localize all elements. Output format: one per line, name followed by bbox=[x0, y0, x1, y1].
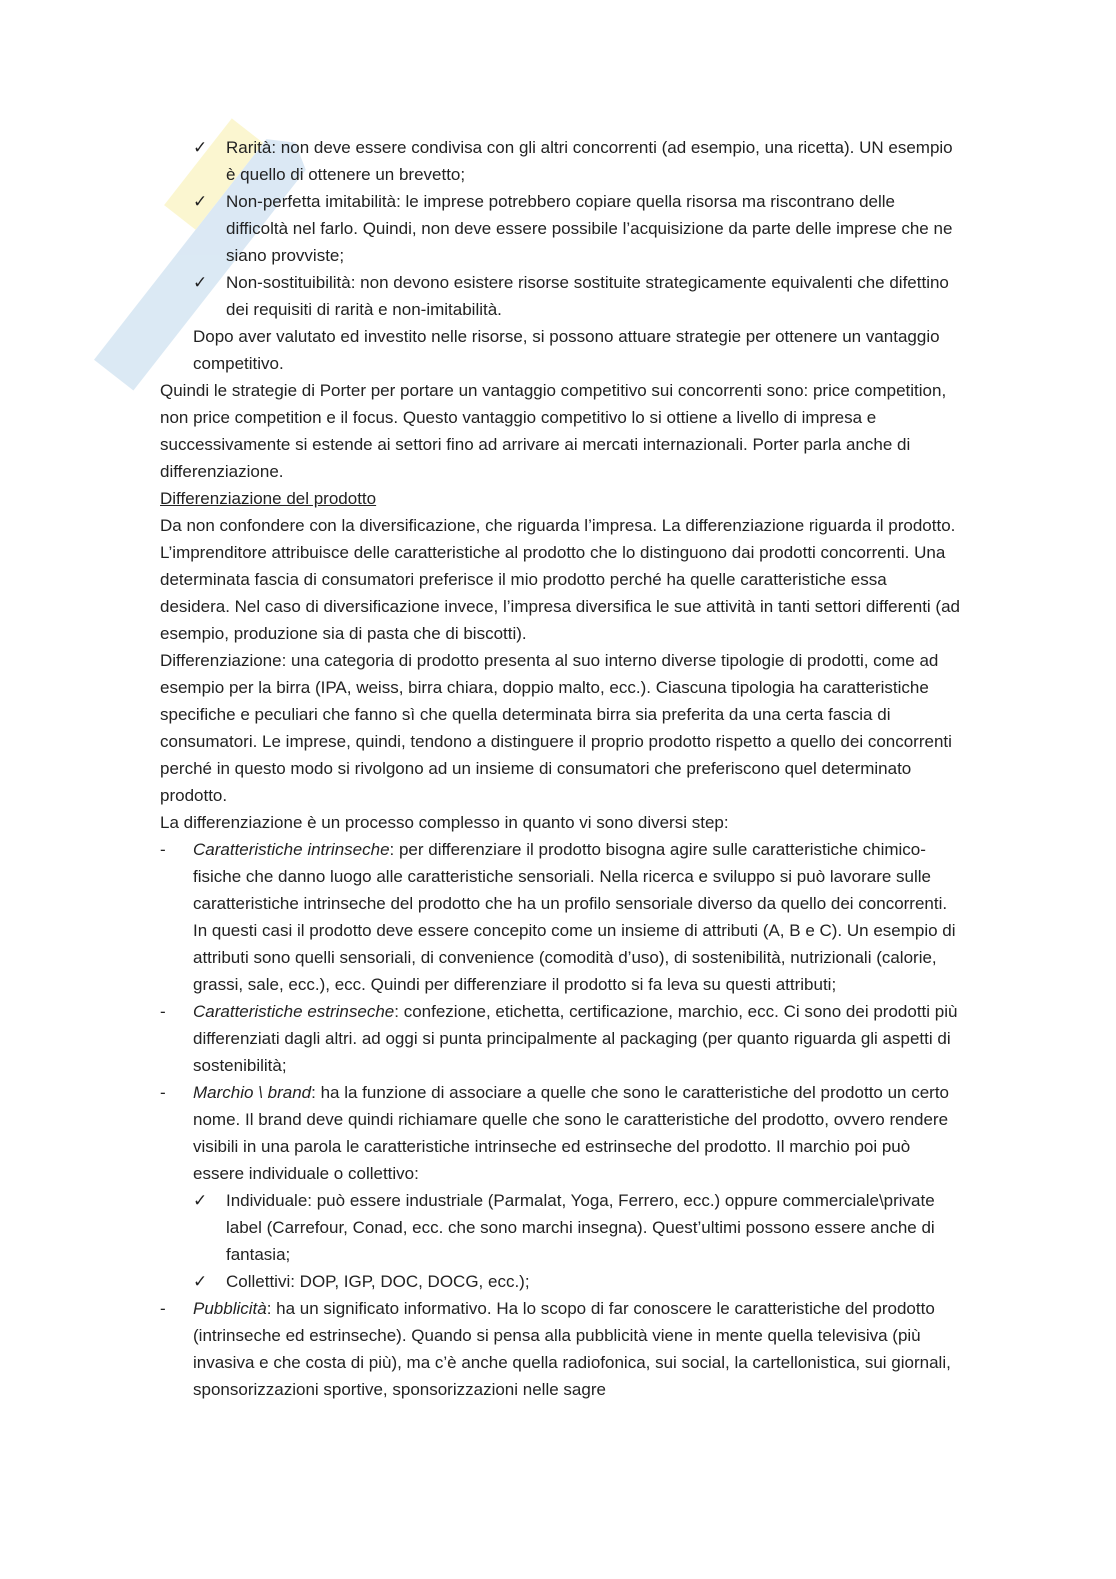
dash-text: : ha un significato informativo. Ha lo scopo di far conoscere le caratteristiche del prodotto (intrinseche ed estrinseche). Quando si pensa alla pubblicità viene in mente quella televisiva (più invasiva e che costa di più), ma c’è anche quella radiofonica, sui social, la cartellonistica, sui giornali, sponsorizzazioni sportive, sponsorizzazioni nelle sagre bbox=[193, 1299, 951, 1399]
paragraph-steps: La differenziazione è un processo complesso in quanto vi sono diversi step: bbox=[160, 813, 729, 832]
check-text: Non-sostituibilità: non devono esistere risorse sostituite strategicamente equivalenti che difettino dei requisiti di rarità e non-imitabilità. bbox=[226, 273, 949, 319]
dash-icon: - bbox=[160, 1083, 166, 1102]
dash-text: : confezione, etichetta, certificazione, marchio, ecc. Ci sono dei prodotti più differenziati dagli altri. ad oggi si punta principalmente al packaging (per quanto riguarda gli aspetti di sostenibilità; bbox=[193, 1002, 958, 1075]
dash-term: Caratteristiche intrinseche bbox=[193, 840, 390, 859]
check-text: Non-perfetta imitabilità: le imprese potrebbero copiare quella risorsa ma riscontrano delle difficoltà nel farlo. Quindi, non deve essere possibile l’acquisizione da parte delle imprese che ne siano provviste; bbox=[226, 192, 953, 265]
checkmark-icon: ✓ bbox=[193, 1272, 208, 1291]
check-text: Collettivi: DOP, IGP, DOC, DOCG, ecc.); bbox=[226, 1272, 530, 1291]
dash-item-brand bbox=[160, 1079, 960, 1187]
checkmark-icon: ✓ bbox=[193, 192, 208, 211]
check-item-imitability bbox=[160, 188, 960, 269]
paragraph-differentiation-2: Differenziazione: una categoria di prodotto presenta al suo interno diverse tipologie di prodotti, come ad esempio per la birra (IPA, weiss, birra chiara, doppio malto, ecc.). Ciascuna tipologia ha caratteristiche specifiche e peculiari che fanno sì che quella determinata birra sia preferita da una certa fascia di consumatori. Le imprese, quindi, tendono a distinguere il proprio prodotto rispetto a quello dei concorrenti perché in questo modo si rivolgono ad un insieme di consumatori che preferiscono quel determinato prodotto. bbox=[160, 651, 952, 805]
dash-item-extrinsic bbox=[160, 998, 960, 1079]
check-item-substitutability bbox=[160, 269, 960, 323]
dash-icon: - bbox=[160, 1002, 166, 1021]
check-item-collective bbox=[160, 1268, 960, 1295]
check-item-rarity bbox=[160, 134, 960, 188]
check-text: Rarità: non deve essere condivisa con gli altri concorrenti (ad esempio, una ricetta). UN esempio è quello di ottenere un brevetto; bbox=[226, 138, 953, 184]
paragraph-differentiation-1: Da non confondere con la diversificazione, che riguarda l’impresa. La differenziazione riguarda il prodotto. L’imprenditore attribuisce delle caratteristiche al prodotto che lo distinguono dai prodotti concorrenti. Una determinata fascia di consumatori preferisce il mio prodotto perché ha quelle caratteristiche essa desidera. Nel caso di diversificazione invece, l’impresa diversifica le sue attività in tanti settori differenti (ad esempio, produzione sia di pasta che di biscotti). bbox=[160, 516, 961, 643]
checkmark-icon: ✓ bbox=[193, 1191, 208, 1210]
checkmark-icon: ✓ bbox=[193, 273, 208, 292]
dash-term: Pubblicità bbox=[193, 1299, 267, 1318]
dash-text: : ha la funzione di associare a quelle che sono le caratteristiche del prodotto un certo nome. Il brand deve quindi richiamare quelle che sono le caratteristiche del prodotto, ovvero rendere visibili in una parola le caratteristiche intrinseche ed estrinseche del prodotto. Il marchio poi può essere individuale o collettivo: bbox=[193, 1083, 950, 1183]
document-page bbox=[160, 134, 960, 1403]
dash-term: Marchio \ brand bbox=[193, 1083, 312, 1102]
paragraph-porter: Quindi le strategie di Porter per portare un vantaggio competitivo sui concorrenti sono: price competition, non price competition e il focus. Questo vantaggio competitivo lo si ottiene a livello di impresa e successivamente si estende ai settori fino ad arrivare ai mercati internazionali. Porter parla anche di differenziazione. bbox=[160, 381, 947, 481]
dash-icon: - bbox=[160, 1299, 166, 1318]
checkmark-icon: ✓ bbox=[193, 138, 208, 157]
dash-item-advertising bbox=[160, 1295, 960, 1403]
dash-text: : per differenziare il prodotto bisogna agire sulle caratteristiche chimico-fisiche che danno luogo alle caratteristiche sensoriali. Nella ricerca e sviluppo si può lavorare sulle caratteristiche intrinseche del prodotto che ha un profilo sensoriale diverso da quello dei concorrenti. In questi casi il prodotto deve essere concepito come un insieme di attributi (A, B e C). Un esempio di attributi sono quelli sensoriali, di convenience (comodità d’uso), di sostenibilità, nutrizionali (calorie, grassi, sale, ecc.), ecc. Quindi per differenziare il prodotto si fa leva su questi attributi; bbox=[193, 840, 956, 994]
dash-term: Caratteristiche estrinseche bbox=[193, 1002, 395, 1021]
dash-item-intrinsic bbox=[160, 836, 960, 998]
dash-icon: - bbox=[160, 840, 166, 859]
check-item-individual bbox=[160, 1187, 960, 1268]
section-heading: Differenziazione del prodotto bbox=[160, 489, 377, 508]
paragraph-resources: Dopo aver valutato ed investito nelle risorse, si possono attuare strategie per ottenere un vantaggio competitivo. bbox=[193, 327, 940, 373]
check-text: Individuale: può essere industriale (Parmalat, Yoga, Ferrero, ecc.) oppure commerciale\private label (Carrefour, Conad, ecc. che sono marchi insegna). Quest’ultimi possono essere anche di fantasia; bbox=[226, 1191, 935, 1264]
